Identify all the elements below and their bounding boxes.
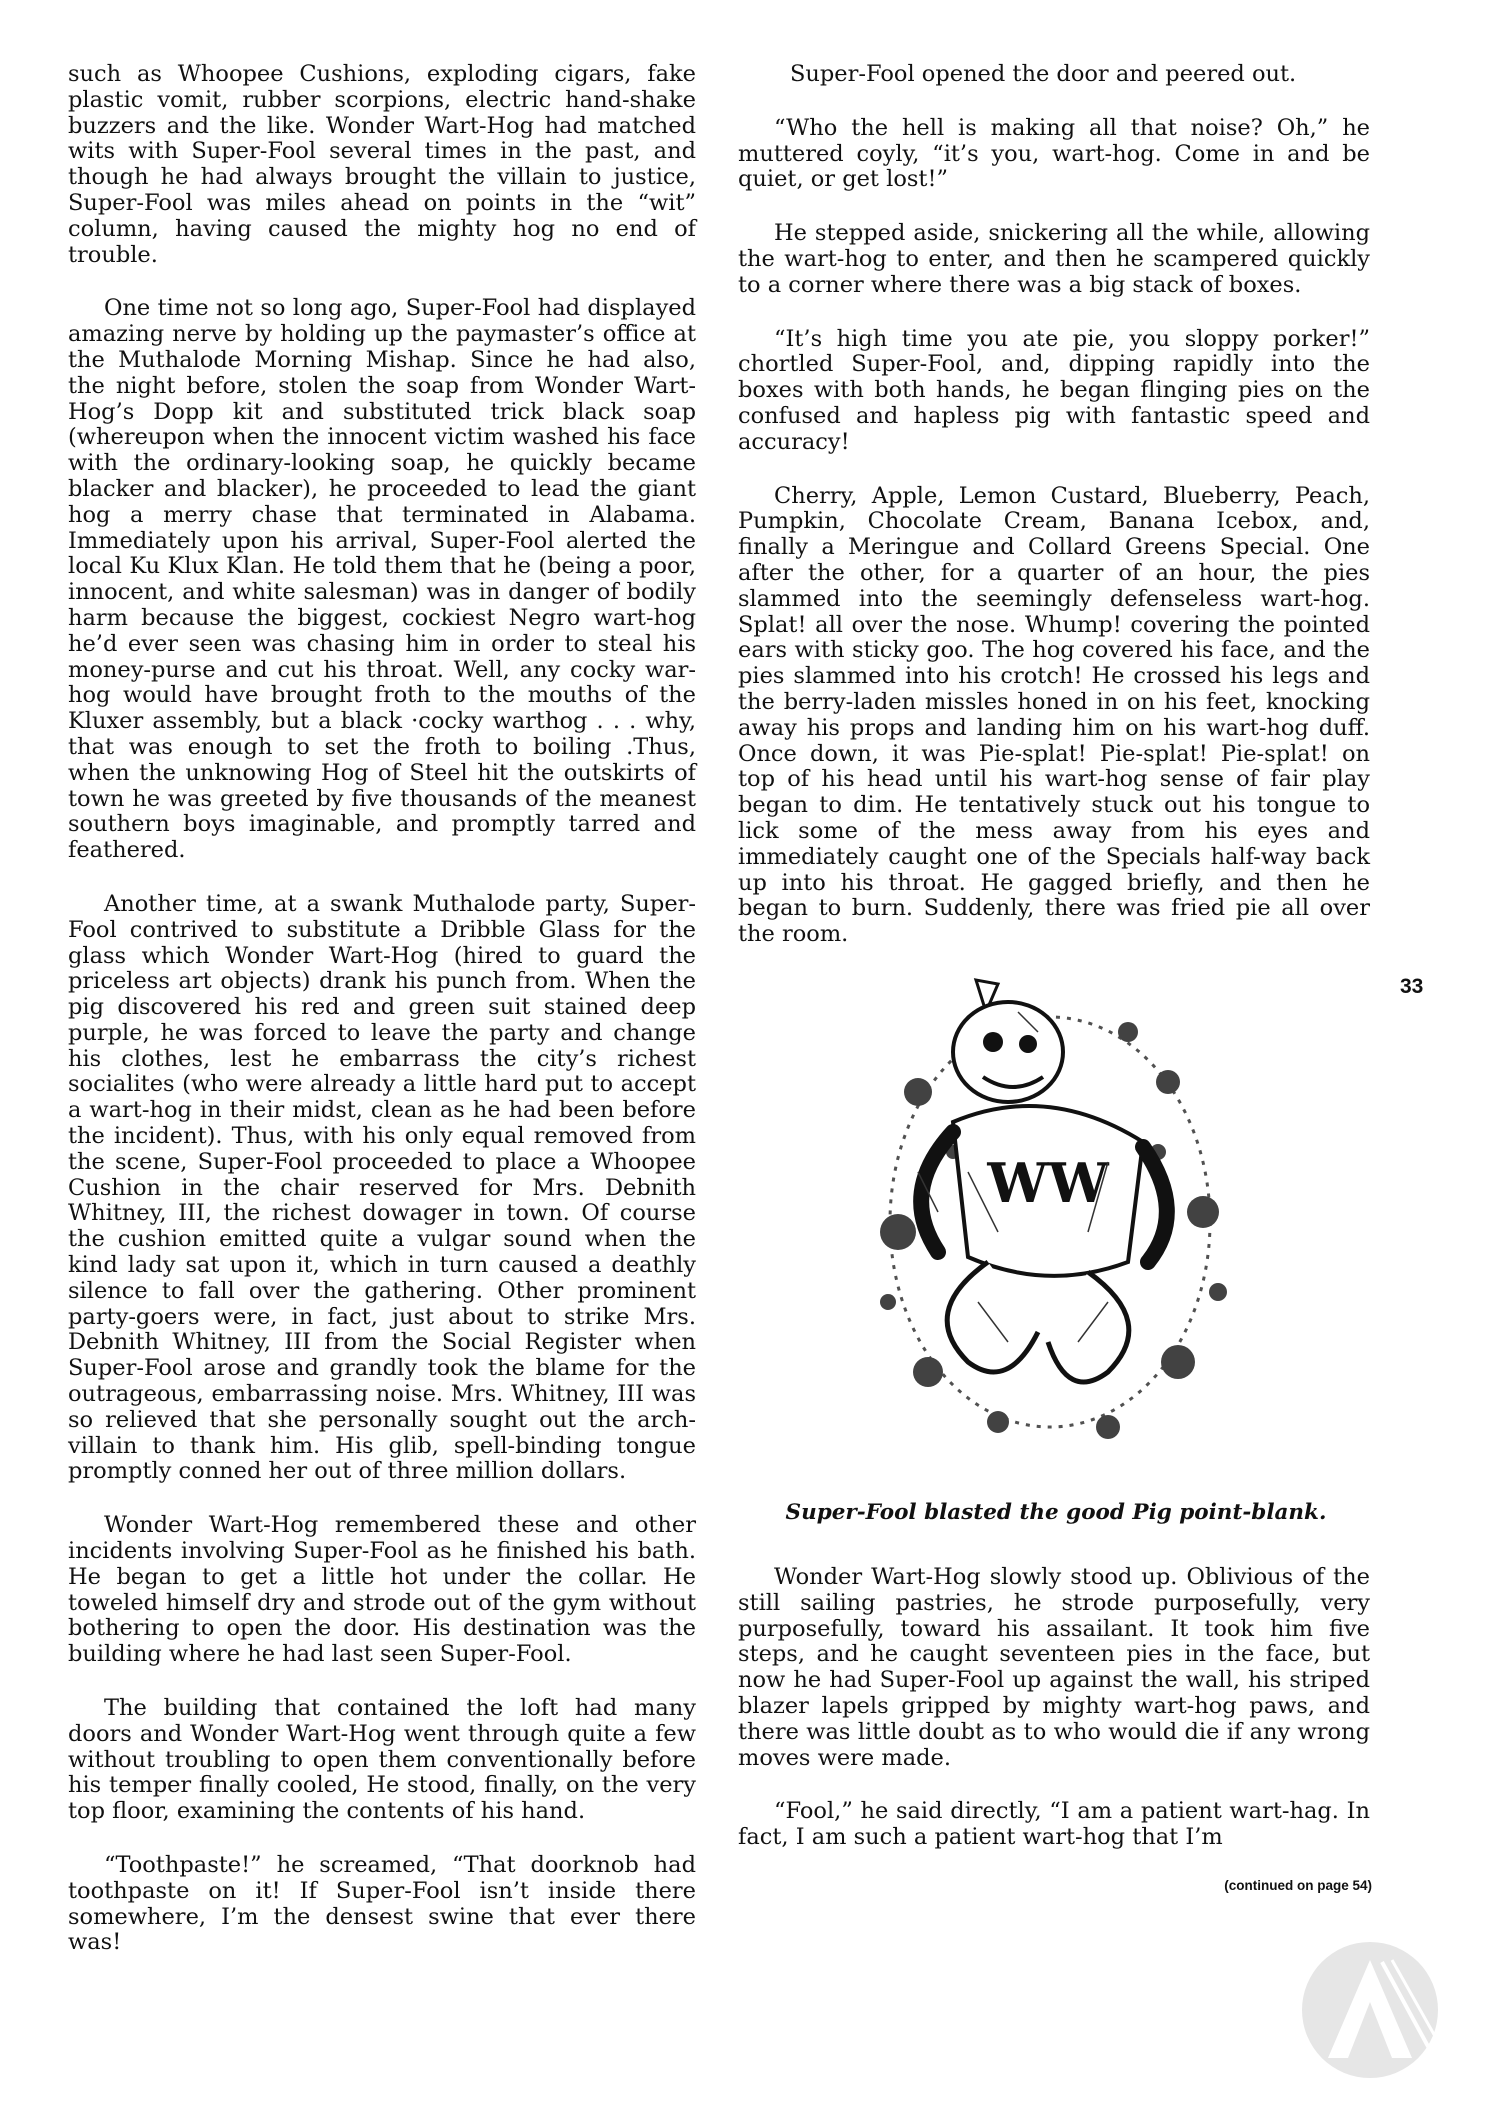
right-paragraph-3: He stepped aside, snickering all the while, allowing the wart-hog to enter, and then he scampered quickly to a corner where there was a big stack of boxes. (738, 220, 1370, 298)
right-paragraph-2: “Who the hell is making all that noise? Oh,” he muttered coyly, “it’s you, wart-hog. Come in and be quiet, or get lost!” (738, 114, 1370, 193)
right-paragraph-5: Cherry, Apple, Lemon Custard, Blueberry, Peach, Pumpkin, Chocolate Cream, Banana Icebox, and, finally a Meringue and Collard Greens Special. One after the other, for a quarter of an hour, the pies slammed into the seemingly defenseless wart-hog. Splat! all over the nose. Whump! covering the pointed ears with sticky goo. The hog covered his face, and the pies slammed into his crotch! He crossed his legs and the berry-laden missles honed in on his feet, knocking away his props and landing him on his wart-hog duff. Once down, it was Pie-splat! Pie-splat! Pie-splat! on top of his head until his wart-hog sense of fair play began to dim. He tentatively stuck out his tongue to lick some of the mess away from his eyes and immediately caught one of the Specials half-way back up into his throat. He gagged briefly, and then he began to burn. Suddenly, there was fried pie all over the room. (738, 482, 1370, 948)
right-lower-paragraph-2: “Fool,” he said directly, “I am a patient wart-hag. In fact, I am such a patient wart-hog that I’m (738, 1798, 1370, 1851)
left-paragraph-4: Wonder Wart-Hog remembered these and other incidents involving Super-Fool as he finished his bath. He began to get a little hot under the collar. He toweled himself dry and strode out of the gym without bothering to open the door. His destination was the building where he had last seen Super-Fool. (68, 1512, 696, 1668)
right-paragraph-1: Super-Fool opened the door and peered out. (790, 61, 1297, 87)
left-column (68, 62, 696, 1964)
illustration-caption: Super-Fool blasted the good Pig point-blank. (785, 1500, 1327, 1525)
chest-letters: WW (987, 1151, 1109, 1215)
left-paragraph-5: The building that contained the loft had many doors and Wonder Wart-Hog went through quite a few without troubling to open them conventionally before his temper finally cooled, He stood, finally, on the very top floor, examining the contents of his hand. (68, 1695, 696, 1825)
left-paragraph-6: “Toothpaste!” he screamed, “That doorknob had toothpaste on it! If Super-Fool isn’t inside there somewhere, I’m the densest swine that ever there was! (68, 1852, 696, 1956)
watermark-logo-icon (1300, 1940, 1440, 2080)
right-paragraph-4: “It’s high time you ate pie, you sloppy porker!” chortled Super-Fool, and, dipping rapidly into the boxes with both hands, he began flinging pies on the confused and hapless pig with fantastic speed and accuracy! (738, 325, 1370, 455)
left-paragraph-3: Another time, at a swank Muthalode party, Super-Fool contrived to substitute a Dribble Glass for the glass which Wonder Wart-Hog (hired to guard the priceless art objects) drank his punch from. When the pig discovered his red and green suit stained deep purple, he was forced to leave the party and change his clothes, lest he embarrass the city’s richest socialites (who were already a little hard put to accept a wart-hog in their midst, clean as he had been before the incident). Thus, with his only equal removed from the scene, Super-Fool proceeded to place a Whoopee Cushion in the chair reserved for Mrs. Debnith Whitney, III, the richest dowager in town. Of course the cushion emitted quite a vulgar sound when the kind lady sat upon it, which in turn caused a deathly silence to fall over the gathering. Other prominent party-goers were, in fact, just about to strike Mrs. Debnith Whitney, III from the Social Register when Super-Fool arose and grandly took the blame for the outrageous, embarrassing noise. Mrs. Whitney, III was so relieved that she personally sought out the arch-villain to thank him. His glib, spell-binding tongue promptly conned her out of three million dollars. (68, 890, 696, 1485)
right-column-lower (738, 1565, 1370, 1879)
right-column-upper (738, 62, 1370, 956)
continued-note: (continued on page 54) (1224, 1878, 1372, 1893)
right-lower-paragraph-1: Wonder Wart-Hog slowly stood up. Oblivious of the still sailing pastries, he strode purposefully, very purposefully, toward his assailant. It took him five steps, and he caught seventeen pies in the face, but now he had Super-Fool up against the wall, his striped blazer lapels gripped by mighty wart-hog paws, and there was little doubt as to who would die if any wrong moves were made. (738, 1564, 1370, 1771)
page-number: 33 (1400, 975, 1424, 998)
left-paragraph-2: One time not so long ago, Super-Fool had displayed amazing nerve by holding up the paymaster’s office at the Muthalode Morning Mishap. Since he had also, the night before, stolen the soap from Wonder Wart-Hog’s Dopp kit and substituted trick black soap (whereupon when the innocent victim washed his face with the ordinary-looking soap, he quickly became blacker and blacker), he proceeded to lead the giant hog a merry chase that terminated in Alabama. Immediately upon his arrival, Super-Fool alerted the local Ku Klux Klan. He told them that he (being a poor, innocent, and white salesman) was in danger of bodily harm because the biggest, cockiest Negro wart-hog he’d ever seen was chasing him in order to steal his money-purse and cut his throat. Well, any cocky war-hog would have brought froth to the mouths of the Kluxer assembly, but a black ·cocky warthog . . . why, that was enough to set the froth to boiling .Thus, when the unknowing Hog of Steel hit the outskirts of town he was greeted by five thousands of the meanest southern boys imaginable, and promptly tarred and feathered. (68, 295, 696, 864)
wart-hog-pie-illustration-icon (858, 972, 1242, 1456)
left-paragraph-1: such as Whoopee Cushions, exploding cigars, fake plastic vomit, rubber scorpions, electric hand-shake buzzers and the like. Wonder Wart-Hog had matched wits with Super-Fool several times in the past, and though he had always brought the villain to justice, Super-Fool was miles ahead on points in the “wit” column, having caused the mighty hog no end of trouble. (68, 61, 696, 268)
